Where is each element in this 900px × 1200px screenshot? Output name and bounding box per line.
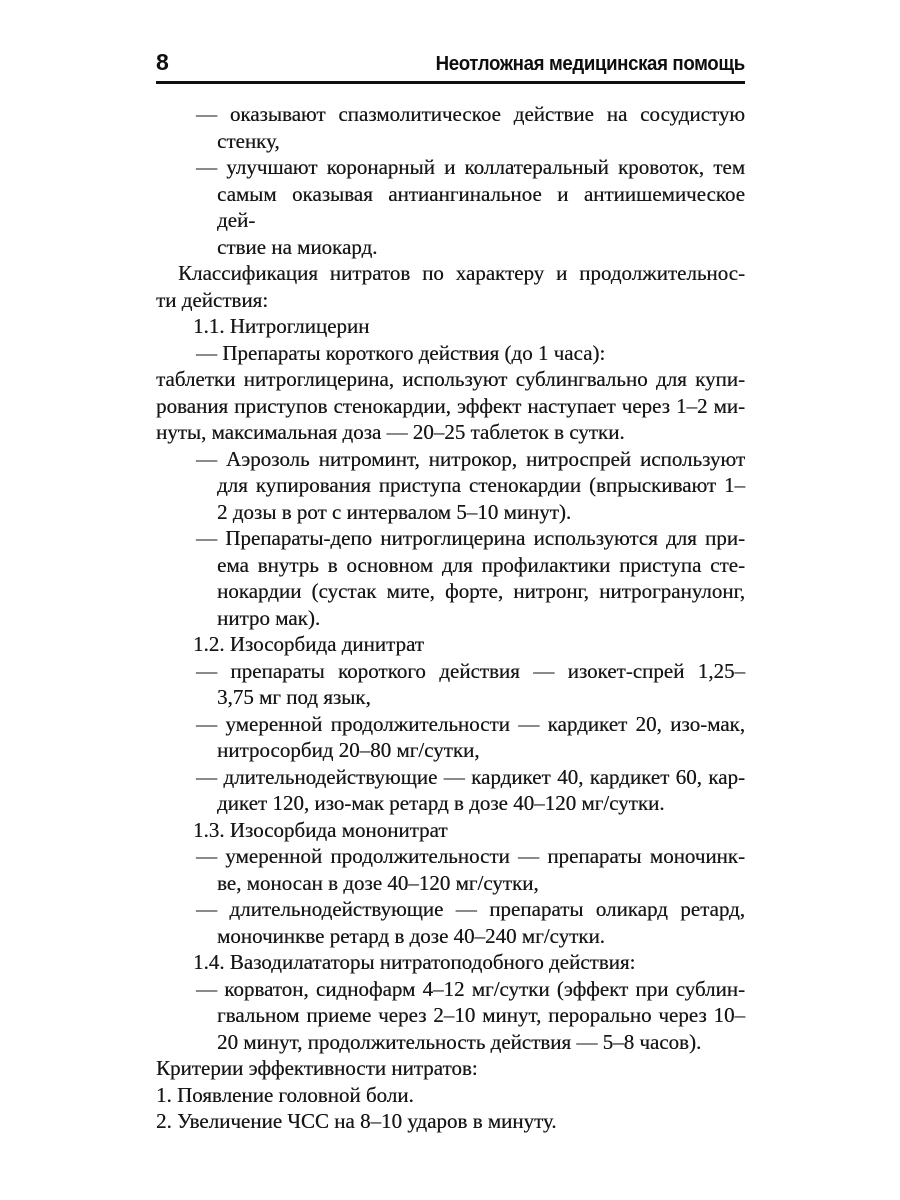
text-line: — улучшают коронарный и коллатеральный кровоток, тем — [196, 155, 745, 179]
page-body — [156, 101, 745, 1135]
text-line: — длительнодействующие — кардикет 40, кардикет 60, кар- — [196, 764, 745, 789]
text-line: моночинкве ретард в дозе 40–240 мг/сутки. — [217, 923, 605, 948]
text-line: 1.1. Нитроглицерин — [193, 314, 370, 338]
text-line: 2 дозы в рот с интервалом 5–10 минут). — [217, 499, 572, 524]
text-line: ствие на миокард. — [217, 234, 378, 259]
text-line: — оказывают спазмолитическое действие на сосудистую — [196, 102, 745, 126]
text-line: — Препараты короткого действия (до 1 часа): — [196, 340, 606, 365]
text-line: — Препараты-депо нитроглицерина используются для при- — [196, 526, 745, 550]
text-line: самым оказывая антиангинальное и антиишемическое дей- — [217, 181, 745, 232]
text-line: — умеренной продолжительности — препараты моночинк- — [196, 844, 745, 868]
text-line: 20 минут, продолжительность действия — 5–8 часов). — [217, 1029, 702, 1054]
text-line: нуты, максимальная доза — 20–25 таблеток в сутки. — [156, 420, 625, 444]
text-line: ве, моносан в дозе 40–120 мг/сутки, — [217, 870, 539, 895]
text-line: для купирования приступа стенокардии (впрыскивают 1– — [217, 473, 745, 497]
text-line: — длительнодействующие — препараты оликард ретард, — [196, 897, 745, 921]
page-number: 8 — [156, 49, 169, 75]
text-line: стенку, — [217, 128, 280, 153]
text-line: нитросорбид 20–80 мг/сутки, — [217, 738, 480, 762]
text-line: рования приступов стенокардии, эффект наступает через 1–2 ми- — [156, 393, 745, 418]
text-line: таблетки нитроглицерина, используют сублингвально для купи- — [156, 367, 745, 391]
text-line: — корватон, сиднофарм 4–12 мг/сутки (эффект при сублин- — [196, 976, 745, 1001]
running-title: Неотложная медицинская помощь — [435, 52, 745, 75]
page-header — [156, 49, 745, 84]
text-line: — Аэрозоль нитроминт, нитрокор, нитроспрей используют — [196, 446, 745, 471]
text-line: ема внутрь в основном для профилактики приступа сте- — [217, 552, 745, 577]
text-line: — препараты короткого действия — изокет-спрей 1,25– — [196, 658, 745, 683]
text-line: 1.3. Изосорбида мононитрат — [193, 817, 448, 842]
text-line: нитро мак). — [217, 605, 321, 630]
text-line: гвальном приеме через 2–10 минут, перорально через 10– — [217, 1003, 745, 1027]
text-line: дикет 120, изо-мак ретард в дозе 40–120 мг/сутки. — [217, 791, 665, 815]
text-line: 1.4. Вазодилататоры нитратоподобного действия: — [193, 950, 636, 974]
text-line: Классификация нитратов по характеру и продолжительнос- — [178, 261, 745, 285]
text-line: Критерии эффективности нитратов: — [156, 1056, 478, 1080]
text-line: 1.2. Изосорбида динитрат — [193, 632, 424, 656]
text-line: ти действия: — [156, 287, 269, 312]
text-line: нокардии (сустак мите, форте, нитронг, нитрогранулонг, — [217, 579, 745, 603]
text-line: — умеренной продолжительности — кардикет 20, изо-мак, — [196, 711, 745, 736]
text-line: 3,75 мг под язык, — [217, 685, 371, 709]
text-line: 2. Увеличение ЧСС на 8–10 ударов в минуту. — [156, 1109, 557, 1133]
text-line: 1. Появление головной боли. — [156, 1082, 414, 1107]
